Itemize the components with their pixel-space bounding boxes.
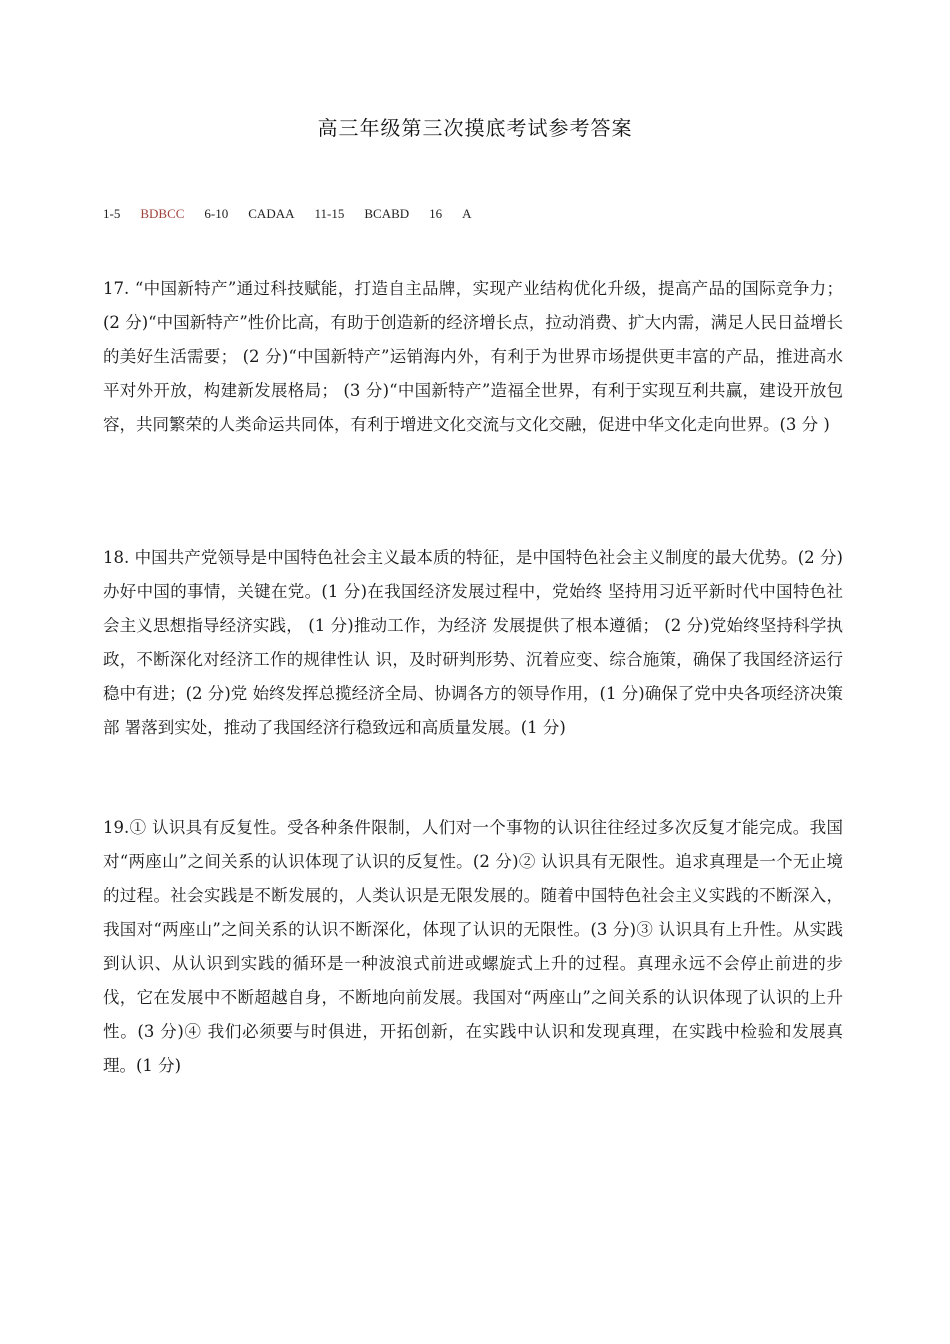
mc-range: 6-10	[204, 206, 229, 221]
answer-18: 18. 中国共产党领导是中国特色社会主义最本质的特征，是中国特色社会主义制度的最大优势。(2 分)办好中国的事情，关键在党。(1 分)在我国经济发展过程中，党始终 坚持用习近平新时代中国特色社会主义思想指导经济实践， (1 分)推动工作，为经济 发展提供了根本遵循； (2 分)党始终坚持科学执政，不断深化对经济工作的规律性认 识，及时研判形势、沉着应变、综合施策，确保了我国经济运行稳中有进；(2 分)党 始终发挥总揽经济全局、协调各方的领导作用，(1 分)确保了党中央各项经济决策部 署落到实处，推动了我国经济行稳致远和高质量发展。(1 分)	[103, 548, 843, 737]
mc-answer: BCABD	[364, 206, 410, 221]
multiple-choice-answers	[103, 206, 492, 222]
mc-range: 16	[429, 206, 443, 221]
mc-range: 1-5	[103, 206, 121, 221]
mc-answer: A	[462, 206, 472, 221]
mc-answer: CADAA	[248, 206, 295, 221]
mc-answer: BDBCC	[140, 206, 185, 221]
page-title: 高三年级第三次摸底考试参考答案	[317, 116, 633, 140]
answer-19: 19.① 认识具有反复性。受各种条件限制，人们对一个事物的认识往往经过多次反复才能完成。我国对“两座山”之间关系的认识体现了认识的反复性。(2 分)② 认识具有无限性。追求真理是一个无止境的过程。社会实践是不断发展的，人类认识是无限发展的。随着中国特色社会主义实践的不断深入，我国对“两座山”之间关系的认识不断深化，体现了认识的无限性。(3 分)③ 认识具有上升性。从实践到认识、从认识到实践的循环是一种波浪式前进或螺旋式上升的过程。真理永远不会停止前进的步伐，它在发展中不断超越自身，不断地向前发展。我国对“两座山”之间关系的认识体现了认识的上升性。(3 分)④ 我们必须要与时俱进，开拓创新，在实践中认识和发现真理，在实践中检验和发展真理。(1 分)	[103, 818, 843, 1075]
mc-range: 11-15	[314, 206, 345, 221]
answer-17: 17. “中国新特产”通过科技赋能，打造自主品牌，实现产业结构优化升级，提高产品的国际竞争力；(2 分)“中国新特产”性价比高，有助于创造新的经济增长点，拉动消费、扩大内需，满足人民日益增长的美好生活需要； (2 分)“中国新特产”运销海内外，有利于为世界市场提供更丰富的产品，推进高水平对外开放，构建新发展格局； (3 分)“中国新特产”造福全世界，有利于实现互利共赢，建设开放包容，共同繁荣的人类命运共同体，有利于增进文化交流与文化交融，促进中华文化走向世界。(3 分 )	[103, 279, 843, 434]
